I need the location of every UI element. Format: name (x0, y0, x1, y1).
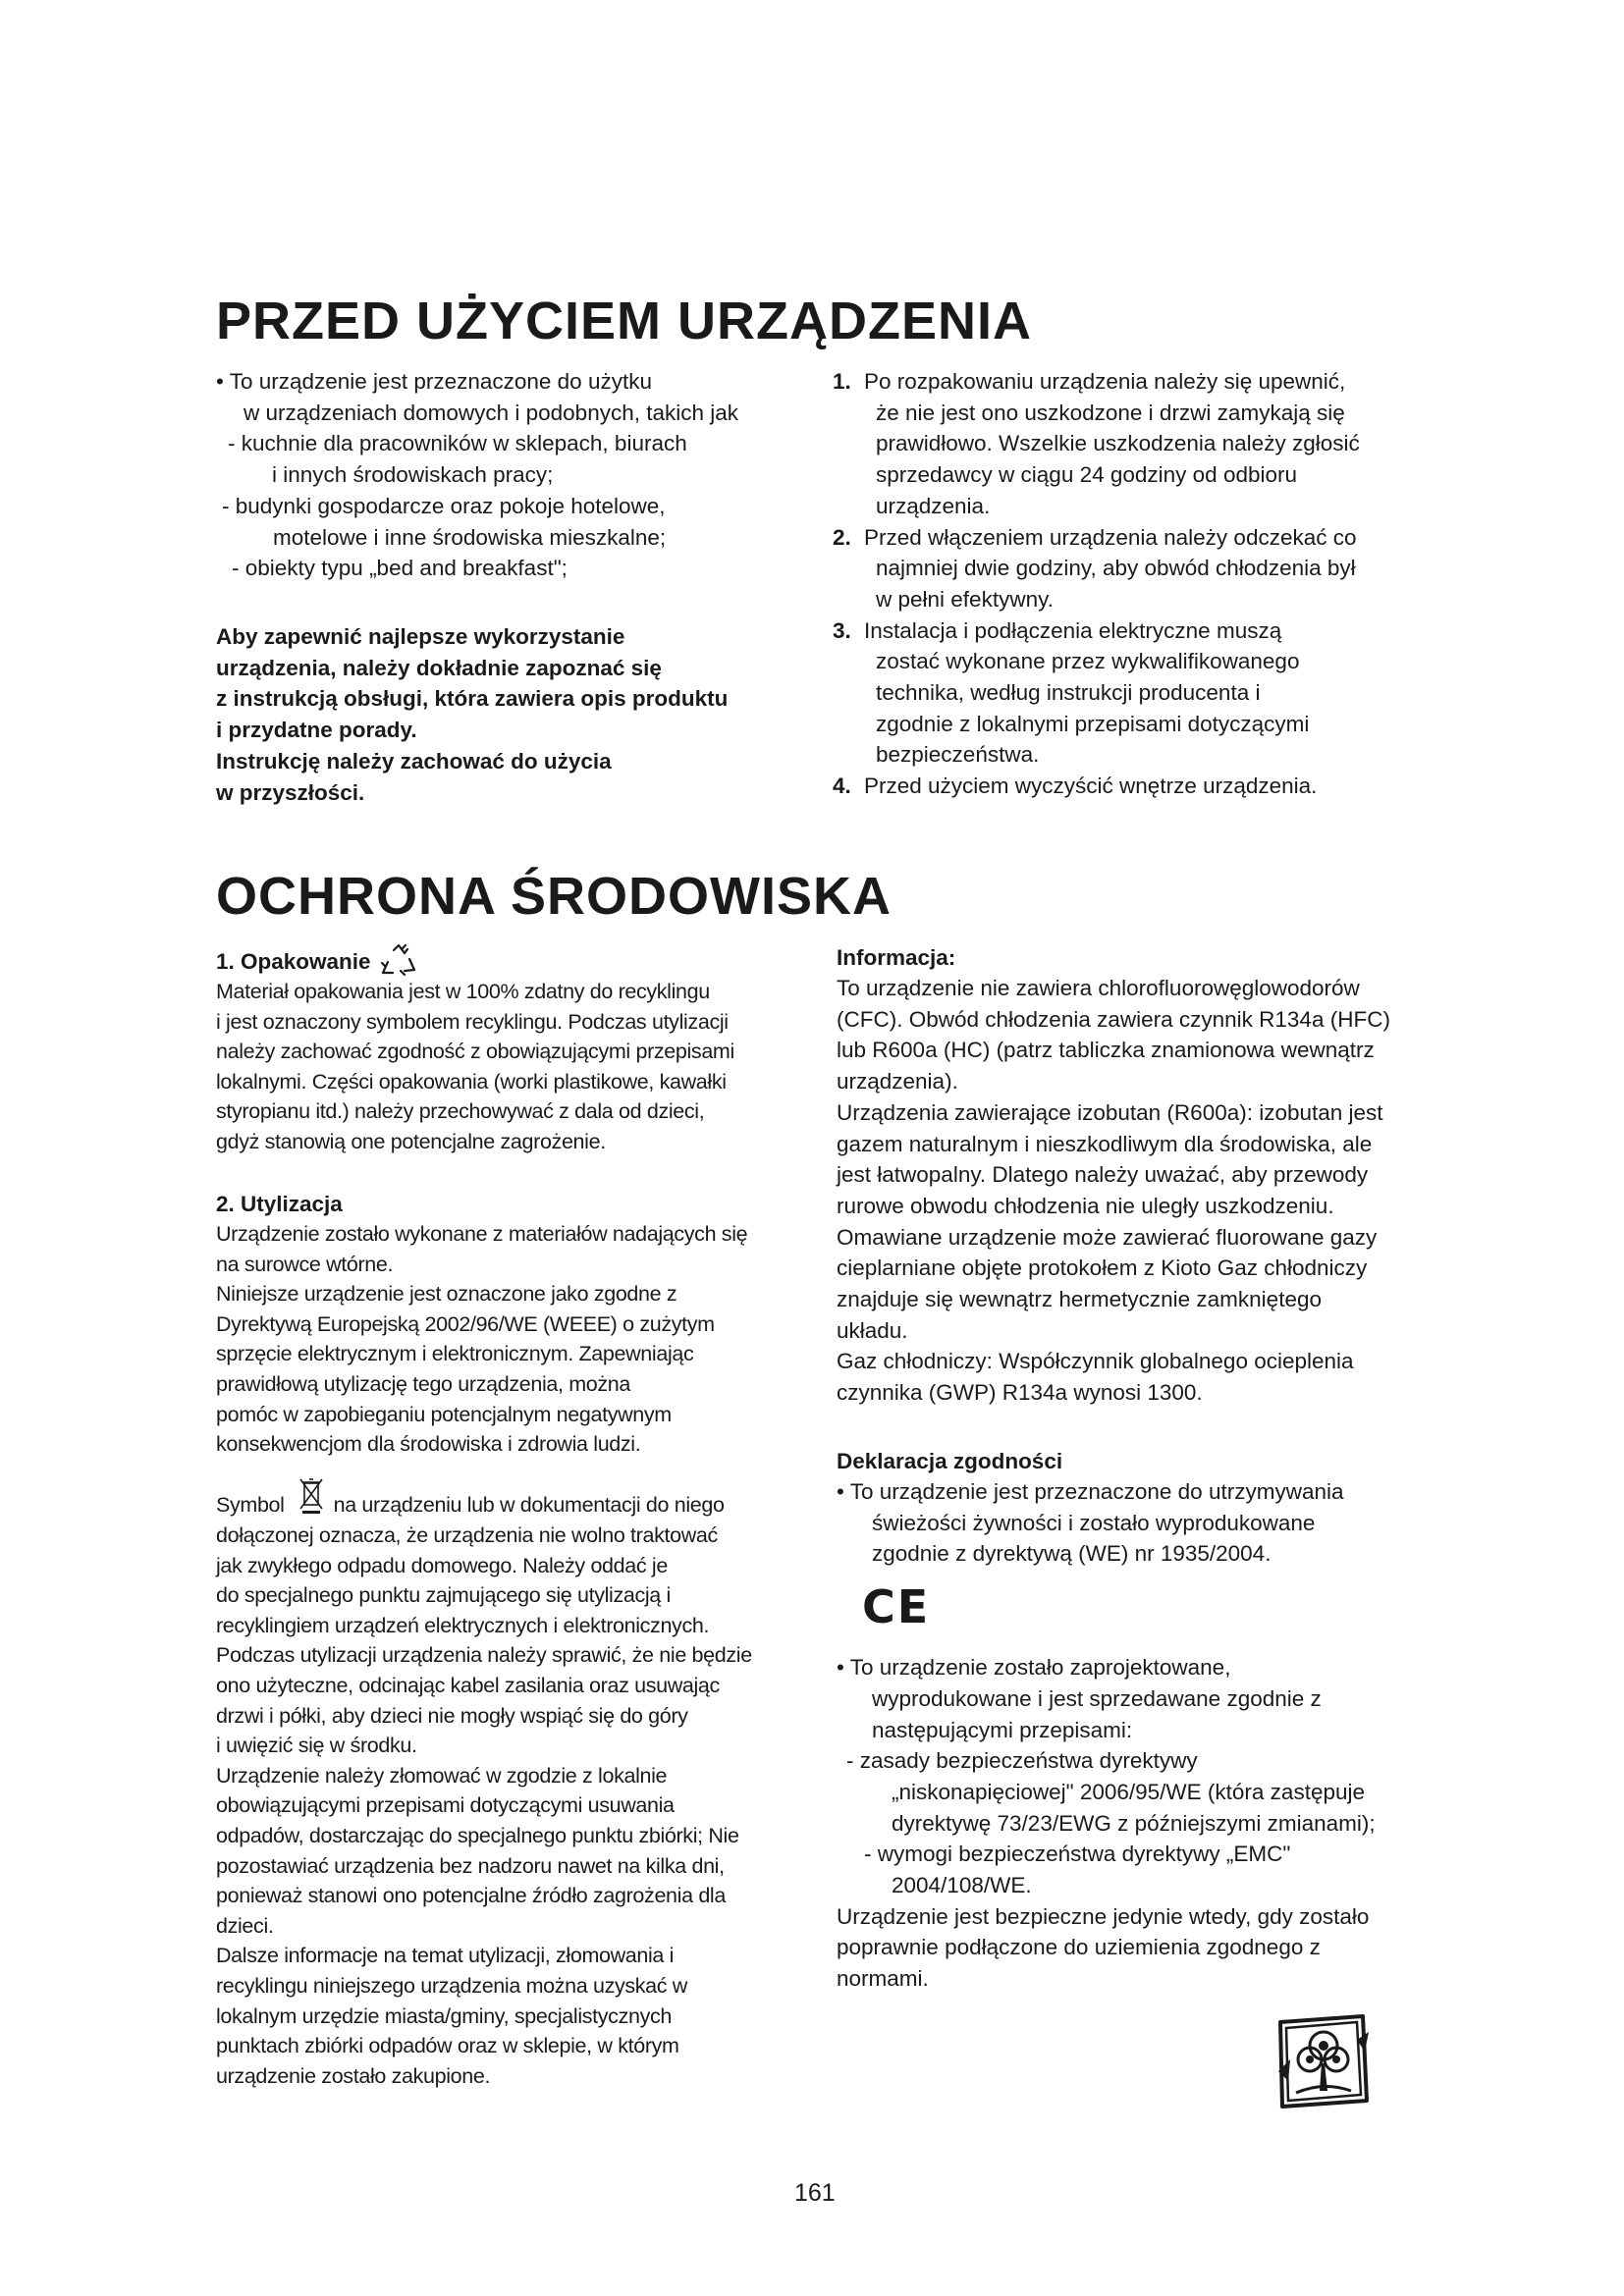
step-text: Przed włączeniem urządzenia należy odczekać co (864, 524, 1357, 550)
crossed-bin-icon (298, 1477, 324, 1515)
packaging-text: gdyż stanowią one potencjalne zagrożenie. (216, 1129, 606, 1153)
list-item: i innych środowiskach pracy; (272, 462, 554, 488)
packaging-text: lokalnymi. Części opakowania (worki plastikowe, kawałki (216, 1069, 727, 1094)
disposal-text: konsekwencjom dla środowiska i zdrowia ludzi. (216, 1432, 641, 1457)
packaging-text: Materiał opakowania jest w 100% zdatny do recyklingu (216, 980, 710, 1003)
list-item: • To urządzenie jest przeznaczone do użytku (216, 369, 652, 394)
declaration-heading: Deklaracja zgodności (837, 1449, 1063, 1473)
info-text: lub R600a (HC) (patrz tabliczka znamionowa wewnątrz (837, 1038, 1375, 1063)
step-4 (833, 771, 1360, 802)
info-text: czynnika (GWP) R134a wynosi 1300. (837, 1380, 1203, 1406)
weee-text: do specjalnego punktu zajmującego się utylizacją i (216, 1583, 671, 1608)
weee-text: Dalsze informacje na temat utylizacji, złomowania i (216, 1944, 675, 1968)
list-item: - obiekty typu „bed and breakfast"; (232, 556, 568, 581)
weee-text: pozostawiać urządzenia bez nadzoru nawet na kilka dni, (216, 1853, 725, 1878)
disposal-text: Niniejsze urządzenie jest oznaczone jako zgodne z (216, 1282, 677, 1307)
declaration-text: „niskonapięciowej" 2006/95/WE (która zastępuje (892, 1779, 1365, 1804)
note-line: Instrukcję należy zachować do użycia (216, 748, 612, 774)
info-text: To urządzenie nie zawiera chlorofluorowęglowodorów (837, 976, 1360, 1000)
information-block (837, 943, 1390, 1409)
disposal-text: pomóc w zapobieganiu potencjalnym negatywnym (216, 1402, 672, 1426)
list-item: - budynki gospodarcze oraz pokoje hotelowe, (222, 493, 666, 518)
step-text: Przed użyciem wyczyścić wnętrze urządzenia. (864, 774, 1318, 799)
info-text: znajduje się wewnątrz hermetycznie zamkniętego (837, 1287, 1322, 1312)
weee-text: i uwięzić się w środku. (216, 1734, 417, 1758)
step-text: że nie jest ono uszkodzone i drzwi zamykają się (876, 400, 1345, 425)
declaration-text: - zasady bezpieczeństwa dyrektywy (846, 1748, 1198, 1774)
weee-text: odpadów, dostarczając do specjalnego punktu zbiórki; Nie (216, 1823, 739, 1847)
disposal-text: sprzęcie elektrycznym i elektronicznym. Zapewniając (216, 1342, 694, 1366)
disposal-text: Dyrektywą Europejską 2002/96/WE (WEEE) o zużytym (216, 1311, 715, 1336)
declaration-text: następującymi przepisami: (872, 1717, 1133, 1742)
info-text: (CFC). Obwód chłodzenia zawiera czynnik R134a (HFC) (837, 1006, 1390, 1032)
information-heading: Informacja: (837, 945, 956, 970)
weee-text: ono użyteczne, odcinając kabel zasilania oraz usuwając (216, 1673, 720, 1697)
info-text: jest łatwopalny. Dlatego należy uważać, aby przewody (837, 1162, 1369, 1188)
step-text: w pełni efektywny. (876, 586, 1054, 612)
list-item: motelowe i inne środowiska mieszkalne; (273, 524, 667, 550)
disposal-text: na surowce wtórne. (216, 1252, 394, 1276)
packaging-text: styropianu itd.) należy przechowywać z dala od dzieci, (216, 1099, 705, 1124)
step-text: sprzedawcy w ciągu 24 godziny od odbioru (876, 462, 1298, 488)
weee-text: dzieci. (216, 1913, 274, 1938)
disposal-block (216, 1190, 747, 1460)
section-title-before-use: PRZED UŻYCIEM URZĄDZENIA (216, 292, 1032, 350)
step-2 (833, 522, 1360, 615)
declaration-text: Urządzenie jest bezpieczne jedynie wtedy, gdy zostało (837, 1903, 1370, 1929)
declaration-text: normami. (837, 1966, 929, 1992)
step-text: technika, według instrukcji producenta i (876, 680, 1261, 706)
read-instructions-note (216, 621, 728, 808)
step-text: najmniej dwie godziny, aby obwód chłodzenia był (876, 556, 1356, 581)
ce-mark-icon: CE (862, 1580, 931, 1634)
declaration-text: zgodnie z dyrektywą (WE) nr 1935/2004. (872, 1541, 1272, 1567)
packaging-heading: 1. Opakowanie (216, 949, 371, 974)
info-text: gazem naturalnym i nieszkodliwym dla środowiska, ale (837, 1131, 1373, 1156)
note-line: z instrukcją obsługi, która zawiera opis produktu (216, 686, 729, 712)
eco-tree-icon (1274, 2012, 1371, 2110)
weee-text: jak zwykłego odpadu domowego. Należy oddać je (216, 1553, 668, 1577)
declaration-text: • To urządzenie zostało zaprojektowane, (837, 1655, 1231, 1681)
recycle-icon (379, 943, 418, 977)
info-text: Gaz chłodniczy: Współczynnik globalnego ocieplenia (837, 1349, 1354, 1374)
note-line: urządzenia, należy dokładnie zapoznać się (216, 655, 662, 680)
packaging-text: należy zachować zgodność z obowiązującymi przepisami (216, 1040, 734, 1064)
weee-text: recyklingiem urządzeń elektrycznych i elektronicznych. (216, 1613, 710, 1637)
weee-text: Urządzenie należy złomować w zgodzie z lokalnie (216, 1763, 668, 1788)
declaration-text: - wymogi bezpieczeństwa dyrektywy „EMC" (864, 1842, 1291, 1867)
list-item: - kuchnie dla pracowników w sklepach, biurach (228, 431, 687, 456)
step-text: Instalacja i podłączenia elektryczne muszą (864, 617, 1282, 643)
weee-text: urządzenie zostało zakupione. (216, 2063, 491, 2088)
step-text: urządzenia. (876, 493, 991, 518)
declaration-text: • To urządzenie jest przeznaczone do utrzymywania (837, 1479, 1344, 1504)
note-line: Aby zapewnić najlepsze wykorzystanie (216, 624, 625, 649)
step-text: Po rozpakowaniu urządzenia należy się upewnić, (864, 369, 1346, 394)
info-text: rurowe obwodu chłodzenia nie uległy uszkodzeniu. (837, 1193, 1334, 1218)
disposal-text: prawidłową utylizację tego urządzenia, można (216, 1371, 631, 1396)
page-number: 161 (794, 2179, 836, 2207)
info-text: układu. (837, 1317, 908, 1343)
step-text: zostać wykonane przez wykwalifikowanego (876, 649, 1300, 674)
declaration-text: dyrektywę 73/23/EWG z późniejszymi zmianami); (892, 1810, 1376, 1836)
section-title-environment: OCHRONA ŚRODOWISKA (216, 867, 892, 926)
note-line: w przyszłości. (216, 779, 365, 805)
info-text: Omawiane urządzenie może zawierać fluorowane gazy (837, 1224, 1378, 1250)
step-3 (833, 615, 1360, 772)
declaration-block (837, 1447, 1376, 1995)
declaration-text: poprawnie podłączone do uziemienia zgodnego z (837, 1935, 1321, 1960)
usage-scope-list (216, 366, 738, 584)
step-1 (833, 366, 1360, 522)
weee-text: dołączonej oznacza, że urządzenia nie wolno traktować (216, 1523, 718, 1547)
step-number: 3. (833, 617, 851, 643)
list-item: w urządzeniach domowych i podobnych, takich jak (244, 400, 739, 425)
note-line: i przydatne porady. (216, 718, 417, 743)
step-number: 1. (833, 369, 851, 394)
disposal-text: Urządzenie zostało wykonane z materiałów nadających się (216, 1222, 748, 1246)
weee-text: lokalnym urzędzie miasta/gminy, specjalistycznych (216, 2003, 672, 2028)
step-number: 4. (833, 774, 851, 799)
packaging-block (216, 943, 734, 1157)
weee-text: obowiązującymi przepisami dotyczącymi usuwania (216, 1793, 675, 1818)
declaration-text: 2004/108/WE. (892, 1873, 1032, 1898)
packaging-text: i jest oznaczony symbolem recyklingu. Podczas utylizacji (216, 1009, 729, 1034)
declaration-text: świeżości żywności i zostało wyprodukowane (872, 1510, 1316, 1535)
weee-text: recyklingu niniejszego urządzenia można uzyskać w (216, 1973, 687, 1998)
step-text: prawidłowo. Wszelkie uszkodzenia należy zgłosić (876, 431, 1360, 456)
weee-block (216, 1477, 752, 2091)
symbol-word: Symbol (216, 1493, 285, 1518)
weee-text: ponieważ stanowi ono potencjalne źródło zagrożenia dla (216, 1884, 726, 1908)
weee-text: Podczas utylizacji urządzenia należy sprawić, że nie będzie (216, 1643, 752, 1668)
info-text: cieplarniane objęte protokołem z Kioto Gaz chłodniczy (837, 1255, 1368, 1281)
step-number: 2. (833, 524, 851, 550)
steps-list (833, 366, 1360, 802)
symbol-text: na urządzeniu lub w dokumentacji do niego (333, 1493, 725, 1518)
disposal-heading: 2. Utylizacja (216, 1192, 343, 1216)
info-text: urządzenia). (837, 1069, 958, 1095)
info-text: Urządzenia zawierające izobutan (R600a): izobutan jest (837, 1099, 1383, 1125)
step-text: bezpieczeństwa. (876, 742, 1040, 768)
weee-text: punktach zbiórki odpadów oraz w sklepie, w którym (216, 2034, 679, 2058)
declaration-text: wyprodukowane i jest sprzedawane zgodnie z (872, 1685, 1322, 1711)
step-text: zgodnie z lokalnymi przepisami dotyczącymi (876, 711, 1310, 736)
weee-text: drzwi i półki, aby dzieci nie mogły wspiąć się do góry (216, 1703, 688, 1728)
